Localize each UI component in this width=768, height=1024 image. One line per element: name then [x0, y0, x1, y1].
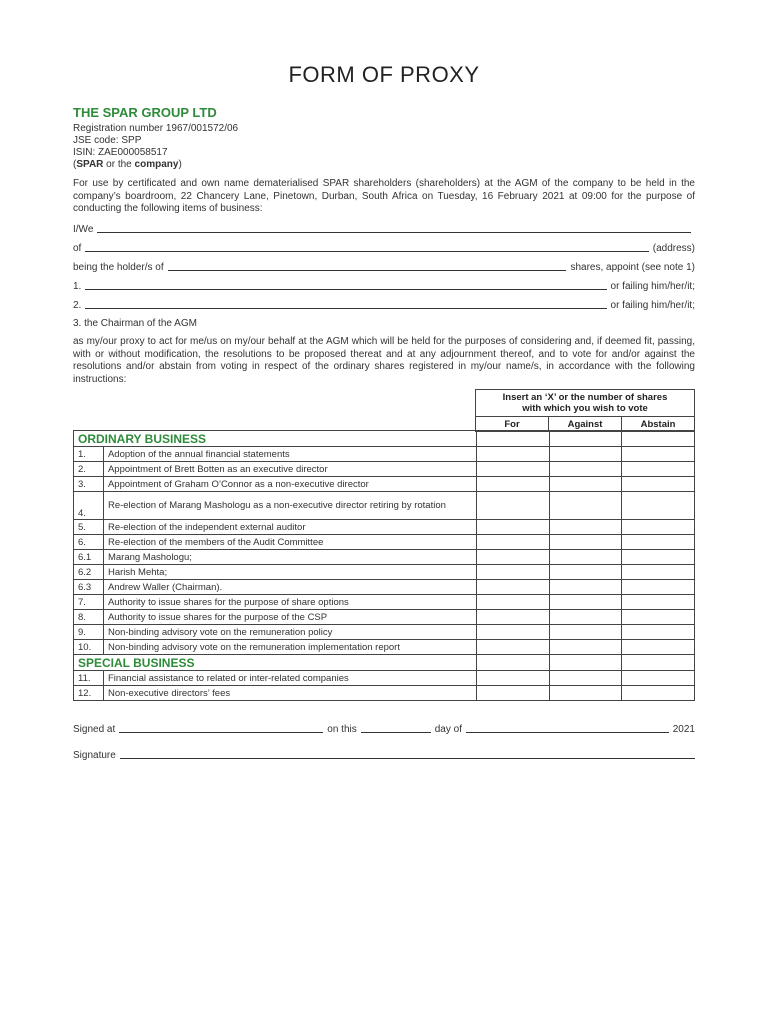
vote-abstain-cell[interactable] — [622, 520, 695, 535]
table-row — [74, 610, 695, 625]
signature-label: Signature — [73, 750, 116, 761]
proxy-2-failing-label: or failing him/her/it; — [610, 300, 695, 311]
vote-abstain-cell[interactable] — [622, 447, 695, 462]
vote-abstain-cell[interactable] — [622, 640, 695, 655]
resolution-description: Re-election of Marang Mashologu as a non-executive director retiring by rotation — [103, 492, 476, 520]
resolution-description: Non-executive directors’ fees — [103, 686, 476, 701]
holder-label: being the holder/s of — [73, 262, 164, 273]
abstain-column-header: Abstain — [622, 417, 695, 432]
proxy-1-row — [73, 278, 695, 292]
iwe-row — [73, 221, 695, 235]
resolution-description: Authority to issue shares for the purpose of share options — [103, 595, 476, 610]
vote-against-cell[interactable] — [549, 610, 622, 625]
proxy-1-label: 1. — [73, 281, 82, 292]
signature-field[interactable] — [120, 757, 695, 759]
vote-abstain-cell[interactable] — [622, 610, 695, 625]
signed-at-label: Signed at — [73, 724, 116, 735]
day-field[interactable] — [361, 731, 431, 733]
shares-appoint-label: shares, appoint (see note 1) — [570, 262, 695, 273]
table-row — [74, 447, 695, 462]
of-label: of — [73, 243, 82, 254]
vote-abstain-cell[interactable] — [622, 477, 695, 492]
iwe-label: I/We — [73, 224, 94, 235]
alias-spar: SPAR — [76, 159, 104, 170]
vote-against-cell[interactable] — [549, 447, 622, 462]
instructions-paragraph: as my/our proxy to act for me/us on my/our behalf at the AGM which will be held for the purposes of considering and, if deemed fit, passing, with or without modification, the resolutions to be proposed thereat and at any adjournment thereof, and to vote for and/or against the resolutions and/or abstain from voting in respect of the ordinary shares registered in my/our name/s, in accordance with the following instructions: — [73, 336, 695, 385]
resolution-number: 8. — [74, 610, 104, 625]
table-row — [74, 565, 695, 580]
alias-open: ( — [73, 159, 77, 170]
alias-close: ) — [178, 159, 182, 170]
vote-for-cell[interactable] — [477, 580, 550, 595]
vote-abstain-cell[interactable] — [622, 625, 695, 640]
heading-against-cell — [549, 431, 622, 447]
table-row — [74, 595, 695, 610]
resolutions-table — [73, 430, 695, 701]
vote-header — [475, 389, 695, 432]
table-row — [74, 477, 695, 492]
vote-for-cell[interactable] — [477, 535, 550, 550]
vote-abstain-cell[interactable] — [622, 686, 695, 701]
resolution-number: 10. — [74, 640, 104, 655]
vote-against-cell[interactable] — [549, 565, 622, 580]
resolution-number: 6.1 — [74, 550, 104, 565]
signed-at-field[interactable] — [119, 731, 323, 733]
resolution-description: Harish Mehta; — [103, 565, 476, 580]
vote-instruction-line-2: with which you wish to vote — [522, 403, 648, 414]
resolution-number: 2. — [74, 462, 104, 477]
vote-against-cell[interactable] — [549, 520, 622, 535]
table-row — [74, 625, 695, 640]
table-row — [74, 550, 695, 565]
table-row — [74, 492, 695, 520]
heading-against-cell — [549, 655, 622, 671]
month-field[interactable] — [466, 731, 669, 733]
vote-for-cell[interactable] — [477, 640, 550, 655]
vote-abstain-cell[interactable] — [622, 565, 695, 580]
table-row — [74, 535, 695, 550]
resolution-number: 1. — [74, 447, 104, 462]
signature-row — [73, 747, 695, 761]
address-label: (address) — [652, 243, 695, 254]
resolution-description: Authority to issue shares for the purpose of the CSP — [103, 610, 476, 625]
table-row — [74, 462, 695, 477]
vote-against-cell[interactable] — [549, 492, 622, 520]
vote-for-cell[interactable] — [477, 520, 550, 535]
vote-for-cell[interactable] — [477, 610, 550, 625]
resolution-description: Adoption of the annual financial statements — [103, 447, 476, 462]
resolution-description: Re-election of the independent external auditor — [103, 520, 476, 535]
ordinary-business-heading: ORDINARY BUSINESS — [74, 431, 477, 447]
heading-abstain-cell — [622, 431, 695, 447]
vote-for-cell[interactable] — [477, 477, 550, 492]
vote-for-cell[interactable] — [477, 565, 550, 580]
vote-for-cell[interactable] — [477, 671, 550, 686]
address-field[interactable] — [85, 250, 648, 252]
vote-for-cell[interactable] — [477, 686, 550, 701]
resolution-number: 6. — [74, 535, 104, 550]
vote-against-cell[interactable] — [549, 640, 622, 655]
resolution-description: Non-binding advisory vote on the remuneration implementation report — [103, 640, 476, 655]
shares-count-field[interactable] — [168, 269, 567, 271]
resolution-description: Non-binding advisory vote on the remuneration policy — [103, 625, 476, 640]
vote-abstain-cell[interactable] — [622, 535, 695, 550]
proxy-2-label: 2. — [73, 300, 82, 311]
registration-number: Registration number 1967/001572/06 — [73, 123, 239, 134]
on-this-label: on this — [327, 724, 357, 735]
proxy-1-failing-label: or failing him/her/it; — [610, 281, 695, 292]
resolution-description: Financial assistance to related or inter-related companies — [103, 671, 476, 686]
resolution-description: Appointment of Graham O’Connor as a non-executive director — [103, 477, 476, 492]
vote-abstain-cell[interactable] — [622, 595, 695, 610]
resolution-description: Appointment of Brett Botten as an executive director — [103, 462, 476, 477]
vote-instruction-header — [476, 390, 695, 417]
vote-for-cell[interactable] — [477, 447, 550, 462]
proxy-2-row — [73, 297, 695, 311]
vote-against-cell[interactable] — [549, 477, 622, 492]
vote-against-cell[interactable] — [549, 625, 622, 640]
company-name: THE SPAR GROUP LTD — [73, 105, 217, 120]
year-label: 2021 — [672, 724, 695, 735]
vote-for-cell[interactable] — [477, 492, 550, 520]
special-business-heading: SPECIAL BUSINESS — [74, 655, 477, 671]
resolution-number: 5. — [74, 520, 104, 535]
alias-company: company — [134, 159, 179, 170]
resolution-number: 3. — [74, 477, 104, 492]
resolution-description: Marang Mashologu; — [103, 550, 476, 565]
vote-against-cell[interactable] — [549, 595, 622, 610]
table-row — [74, 671, 695, 686]
vote-abstain-cell[interactable] — [622, 462, 695, 477]
resolution-number: 6.2 — [74, 565, 104, 580]
proxy-1-field[interactable] — [85, 288, 606, 290]
company-alias — [73, 159, 238, 171]
holder-row — [73, 259, 695, 273]
table-row — [74, 686, 695, 701]
resolution-number: 11. — [74, 671, 104, 686]
vote-for-cell[interactable] — [477, 462, 550, 477]
against-column-header: Against — [549, 417, 622, 432]
chairman-option: 3. the Chairman of the AGM — [73, 318, 197, 329]
table-row — [74, 520, 695, 535]
resolution-number: 12. — [74, 686, 104, 701]
vote-for-cell[interactable] — [477, 550, 550, 565]
vote-abstain-cell[interactable] — [622, 550, 695, 565]
vote-against-cell[interactable] — [549, 580, 622, 595]
heading-for-cell — [477, 431, 550, 447]
vote-for-cell[interactable] — [477, 595, 550, 610]
vote-against-cell[interactable] — [549, 550, 622, 565]
jse-code: JSE code: SPP — [73, 135, 142, 146]
proxy-2-field[interactable] — [85, 307, 606, 309]
company-registration-block — [73, 123, 238, 171]
special-business-heading-row — [74, 655, 695, 671]
vote-abstain-cell[interactable] — [622, 492, 695, 520]
alias-or: or the — [103, 159, 135, 170]
vote-for-cell[interactable] — [477, 625, 550, 640]
vote-abstain-cell[interactable] — [622, 671, 695, 686]
isin-code: ISIN: ZAE000058517 — [73, 147, 168, 158]
resolution-description: Re-election of the members of the Audit Committee — [103, 535, 476, 550]
heading-abstain-cell — [622, 655, 695, 671]
resolution-number: 9. — [74, 625, 104, 640]
table-row — [74, 580, 695, 595]
resolution-number: 4. — [74, 492, 104, 520]
iwe-field[interactable] — [97, 231, 691, 233]
vote-abstain-cell[interactable] — [622, 580, 695, 595]
signed-at-row — [73, 721, 695, 735]
intro-paragraph: For use by certificated and own name dematerialised SPAR shareholders (shareholders) at the AGM of the company to be held in the company’s boardroom, 22 Chancery Lane, Pinetown, Durban, South Africa on Tuesday, 16 February 2021 at 09:00 for the purpose of conducting the following items of business: — [73, 178, 695, 214]
day-of-label: day of — [434, 724, 462, 735]
vote-against-cell[interactable] — [549, 671, 622, 686]
page-title: FORM OF PROXY — [288, 62, 480, 87]
vote-against-cell[interactable] — [549, 462, 622, 477]
resolution-description: Andrew Waller (Chairman). — [103, 580, 476, 595]
heading-for-cell — [477, 655, 550, 671]
address-row — [73, 240, 695, 254]
vote-against-cell[interactable] — [549, 686, 622, 701]
vote-against-cell[interactable] — [549, 535, 622, 550]
resolution-number: 6.3 — [74, 580, 104, 595]
ordinary-business-heading-row — [74, 431, 695, 447]
for-column-header: For — [476, 417, 549, 432]
vote-instruction-line-1: Insert an ‘X’ or the number of shares — [502, 392, 668, 403]
table-row — [74, 640, 695, 655]
resolution-number: 7. — [74, 595, 104, 610]
